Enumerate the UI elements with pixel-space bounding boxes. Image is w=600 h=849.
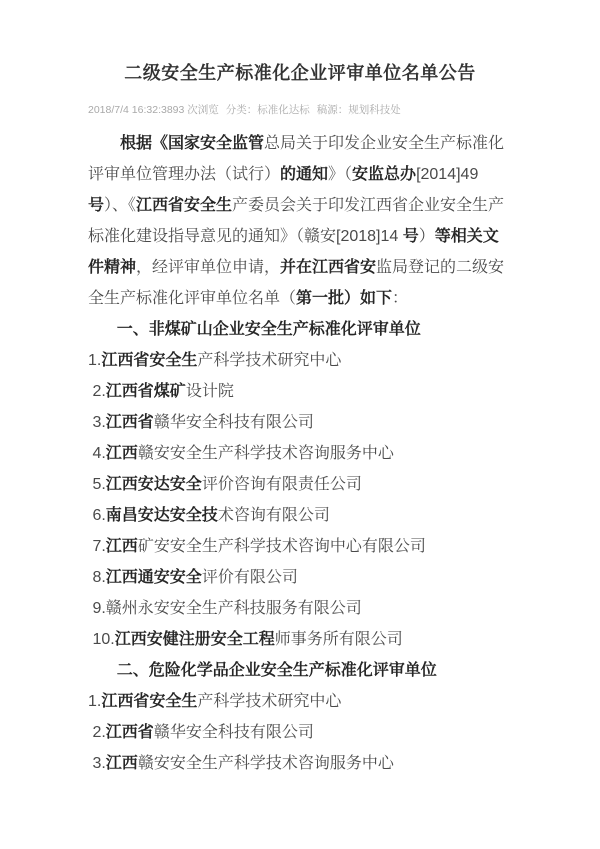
text-segment: ，经评审单位申请， (136, 259, 281, 276)
text-segment: 2. (88, 383, 106, 400)
text-segment: 矿安安全生产科学技术咨询中心有限公司 (137, 538, 426, 555)
text-segment: 7. (88, 538, 106, 555)
text-segment: 江西省安全生 (136, 197, 233, 214)
meta-category: 分类：标准化达标 (225, 104, 310, 116)
text-segment: 8. (88, 569, 106, 586)
text-segment: ： (392, 290, 409, 307)
list-item (88, 748, 512, 779)
page-title: 二级安全生产标准化企业评审单位名单公告 (124, 63, 476, 83)
text-segment: 等相关文件精神 (88, 228, 499, 276)
text-segment: 评价有限公司 (201, 569, 298, 586)
list-item (88, 593, 512, 624)
text-segment: 的通知 (280, 166, 329, 183)
text-segment: 根据《国家安全监管 (120, 135, 265, 152)
text-segment: 赣华安全科技有限公司 (153, 414, 314, 431)
text-segment: 6. (88, 507, 106, 524)
list-item (88, 438, 512, 469)
text-segment: 监局登记的二级安全生产标准化评审单位名单（ (88, 259, 505, 307)
text-segment: 并在江西省安 (280, 259, 377, 276)
article-meta (88, 103, 512, 118)
text-segment: 江西省煤矿 (105, 383, 186, 400)
text-segment: 1. (88, 693, 102, 710)
text-segment: 》（ (328, 166, 353, 183)
text-segment: 设计院 (185, 383, 234, 400)
text-segment: 江西省安全生 (101, 693, 198, 710)
text-segment: 江西安健注册安全工程 (114, 631, 275, 648)
text-segment: 4. (88, 445, 106, 462)
text-segment: 江西 (105, 445, 138, 462)
text-segment: 江西 (105, 538, 138, 555)
text-segment: 江西 (105, 755, 138, 772)
meta-source: 稿源：规划科技处 (316, 104, 401, 116)
list-item (88, 717, 512, 748)
text-segment: 10. (88, 631, 115, 648)
text-segment: 2. (88, 724, 106, 741)
text-segment: 号 (402, 228, 419, 245)
text-segment: 江西安达安全 (105, 476, 202, 493)
text-segment: 产科学技术研究中心 (197, 693, 342, 710)
text-segment: ） (418, 228, 435, 245)
text-segment: 5. (88, 476, 106, 493)
text-segment: 总局关于印发企业安全生产标准化评审单位管理办法（试行） (88, 135, 505, 183)
text-segment: 安监总办 (352, 166, 417, 183)
text-segment: 1. (88, 352, 102, 369)
text-segment: 产科学技术研究中心 (197, 352, 342, 369)
text-segment: ）、《 (104, 197, 137, 214)
text-segment: 第一批）如下 (296, 290, 393, 307)
text-segment: 产委员会关于印发江西省企业安全生产标准化建设指导意见的通知》（赣安[2018]14 (88, 197, 505, 245)
text-segment: 赣华安全科技有限公司 (153, 724, 314, 741)
list-item (88, 686, 512, 717)
list-item (88, 531, 512, 562)
text-segment: 江西省安全生 (101, 352, 198, 369)
text-segment: 师事务所有限公司 (274, 631, 403, 648)
text-segment: [2014]49 (416, 166, 479, 183)
list-item (88, 562, 512, 593)
text-segment: 江西省 (105, 414, 154, 431)
list-item (88, 345, 512, 376)
section-heading: 一、非煤矿山企业安全生产标准化评审单位 (116, 321, 421, 338)
sections-container (88, 314, 512, 779)
text-segment: 3. (88, 414, 106, 431)
text-segment: 赣安安全生产科学技术咨询服务中心 (137, 755, 394, 772)
meta-date-views: 2018/7/4 16:32:3893 次浏览 (88, 104, 219, 116)
list-item (88, 500, 512, 531)
list-item (88, 376, 512, 407)
intro-paragraph (88, 128, 512, 314)
text-segment: 9.赣州永安安全生产科技服务有限公司 (88, 600, 362, 617)
text-segment: 3. (88, 755, 106, 772)
list-item (88, 407, 512, 438)
text-segment: 江西省 (105, 724, 154, 741)
text-segment: 南昌安达安全技 (105, 507, 218, 524)
section-heading: 二、危险化学品企业安全生产标准化评审单位 (116, 662, 437, 679)
text-segment: 术咨询有限公司 (217, 507, 330, 524)
list-item (88, 469, 512, 500)
text-segment: 赣安安全生产科学技术咨询服务中心 (137, 445, 394, 462)
list-item (88, 624, 512, 655)
text-segment: 号 (88, 197, 105, 214)
text-segment: 评价咨询有限责任公司 (201, 476, 362, 493)
text-segment: 江西通安安全 (105, 569, 202, 586)
